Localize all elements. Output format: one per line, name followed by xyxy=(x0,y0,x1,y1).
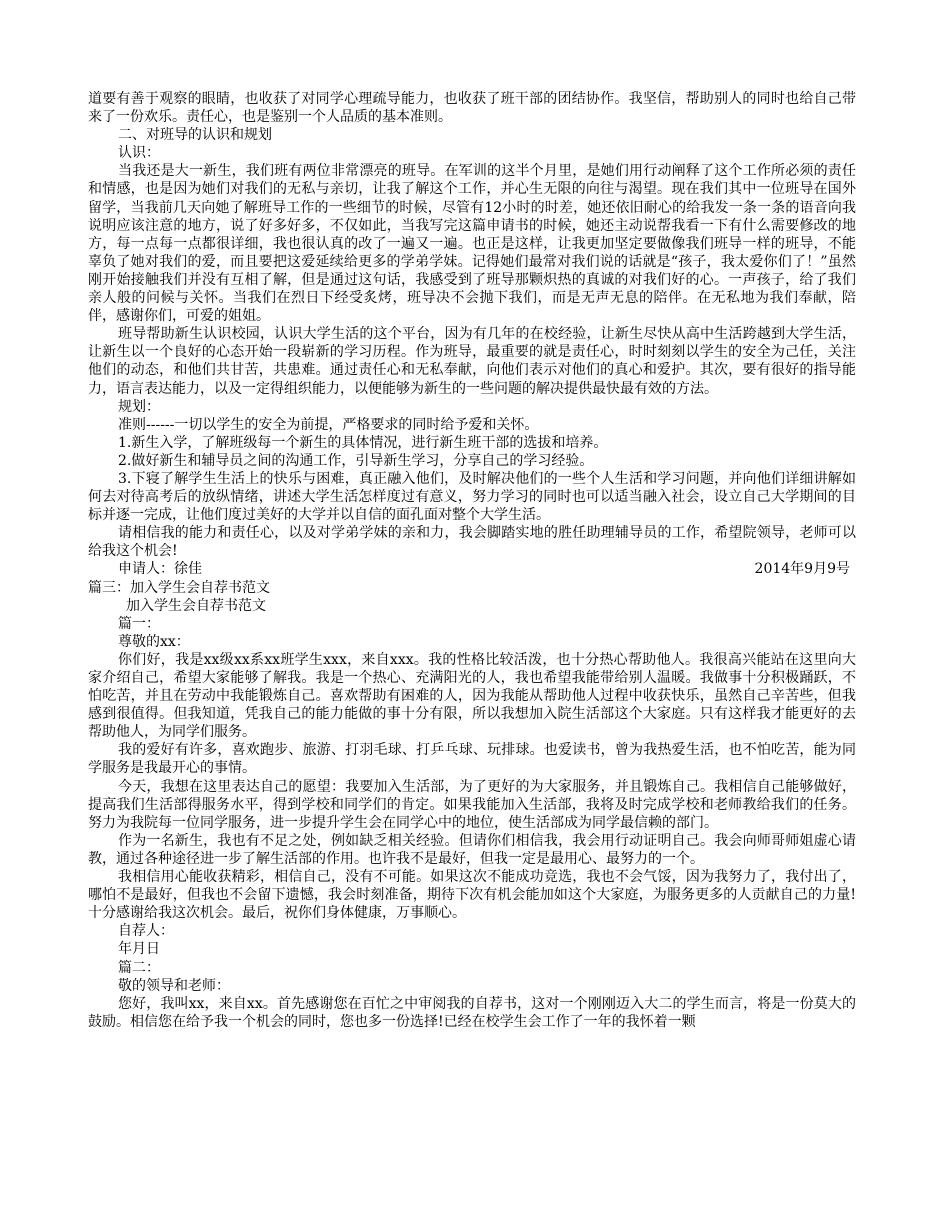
part1-label: 篇一： xyxy=(118,615,160,632)
plan-label: 规划： xyxy=(118,398,160,415)
salutation-1: 尊敬的xx： xyxy=(118,633,190,650)
letter2-paragraph: 您好，我叫xx，来自xx。首先感谢您在百忙之中审阅我的自荐书，这对一个刚刚迈入大二的学生而言，将是一份莫大的鼓励。相信您在给予我一个机会的同时，您也多一份选择!已经在校学生会工作了一年的我怀着一颗 xyxy=(88,995,856,1030)
letter1-paragraph: 我相信用心能收获精彩，相信自己，没有不可能。如果这次不能成功竞选，我也不会气馁，因为我努力了，我付出了，哪怕不是最好，但我也不会留下遗憾，我会时刻准备，期待下次有机会能加如这个大家庭，为服务更多的人贡献自己的力量!十分感谢给我这次机会。最后，祝你们身体健康，万事顺心。 xyxy=(88,869,856,922)
date-placeholder: 年月日 xyxy=(118,941,160,958)
signature-line xyxy=(88,560,856,578)
applicant-name: 申请人：徐佳 xyxy=(118,561,202,578)
letter1-paragraph: 你们好，我是xx级xx系xx班学生xxx，来自xxx。我的性格比较活泼，也十分热心帮助他人。我很高兴能站在这里向大家介绍自己，希望大家能够了解我。我是一个热心、充满阳光的人，我也希望我能带给别人温暖。我做事十分积极踊跃，不怕吃苦，并且在劳动中我能锻炼自己。喜欢帮助有困难的人，因为我能从帮助他人过程中收获快乐，虽然自己辛苦些，但我感到很值得。但我知道，凭我自己的能力能做的事十分有限，所以我想加入院生活部这个大家庭。只有这样我才能更好的去帮助他人，为同学们服务。 xyxy=(88,651,856,741)
paragraph-cognition-2: 班导帮助新生认识校园，认识大学生活的这个平台，因为有几年的在校经验，让新生尽快从高中生活跨越到大学生活，让新生以一个良好的心态开始一段崭新的学习历程。作为班导，最重要的就是责任心，时时刻刻以学生的安全为己任，关注他们的动态，和他们共甘苦，共患难。通过责任心和无私奉献，向他们表示对他们的真心和爱护。其次，要有很好的指导能力，语言表达能力，以及一定得组织能力，以便能够为新生的一些问题的解决提供最快最有效的方法。 xyxy=(88,326,856,397)
paragraph-cognition-1: 当我还是大一新生，我们班有两位非常漂亮的班导。在军训的这半个月里，是她们用行动阐释了这个工作所必须的责任和情感，也是因为她们对我们的无私与亲切，让我了解这个工作，并心生无限的向往与渴望。现在我们其中一位班导在国外留学，当我前几天向她了解班导工作的一些细节的时候，尽管有12小时的时差，她还依旧耐心的给我发一条一条的语音向我说明应该注意的地方，说了好多好多，不仅如此，当我写完这篇申请书的时候，她还主动说帮我看一下有什么需要修改的地方，每一点每一点都很详细，我也很认真的改了一遍又一遍。也正是这样，让我更加坚定要做像我们班导一样的班导，不能辜负了她对我们的爱，而且要把这爱延续给更多的学弟学妹。记得她们最常对我们说的话就是“孩子，我太爱你们了！”虽然刚开始接触我们并没有互相了解，但是通过这句话，我感受到了班导那颗炽热的真诚的对我们好的心。一声孩子，给了我们亲人般的问候与关怀。当我们在烈日下经受炙烤，班导决不会抛下我们，而是无声无息的陪伴。在无私地为我们奉献，陪伴，感谢你们，可爱的姐姐。 xyxy=(88,163,856,325)
paragraph-closing: 请相信我的能力和责任心，以及对学弟学妹的亲和力，我会脚踏实地的胜任助理辅导员的工作，希望院领导，老师可以给我这个机会! xyxy=(88,525,856,560)
section-heading-class-guide: 二、对班导的认识和规划 xyxy=(118,127,272,144)
part3-heading: 篇三：加入学生会自荐书范文 xyxy=(88,579,270,596)
paragraph-intro: 道要有善于观察的眼睛，也收获了对同学心理疏导能力，也收获了班干部的团结协作。我坚信，帮助别人的同时也给自己带来了一份欢乐。责任心，也是鉴别一个人品质的基本准则。 xyxy=(88,91,856,126)
plan-item: 1.新生入学，了解班级每一个新生的具体情况，进行新生班干部的选拔和培养。 xyxy=(118,434,608,451)
letter1-paragraph: 作为一名新生，我也有不足之处，例如缺乏相关经验。但请你们相信我，我会用行动证明自己。我会向师哥师姐虚心请教，通过各种途径进一步了解生活部的作用。也许我不是最好，但我一定是最用心、最努力的一个。 xyxy=(88,832,856,867)
document-body xyxy=(88,90,856,1031)
plan-item: 3.下寝了解学生生活上的快乐与困难，真正融入他们，及时解决他们的一些个人生活和学习问题，并向他们详细讲解如何去对待高考后的放纵情绪，讲述大学生活怎样度过有意义，努力学习的同时也可以适当融入社会，设立自己大学期间的目标并逐一完成，让他们度过美好的大学并以自信的面孔面对整个大学生活。 xyxy=(88,470,856,524)
letter1-paragraph: 我的爱好有许多，喜欢跑步、旅游、打羽毛球、打乒乓球、玩排球。也爱读书，曾为我热爱生活，也不怕吃苦，能为同学服务是我最开心的事情。 xyxy=(88,742,856,777)
part3-subtitle: 加入学生会自荐书范文 xyxy=(126,597,266,614)
self-recommender-label: 自荐人： xyxy=(118,923,174,940)
application-date: 2014年9月9号 xyxy=(754,561,850,578)
cognition-label: 认识： xyxy=(118,145,160,162)
plan-item: 2.做好新生和辅导员之间的沟通工作，引导新生学习，分享自己的学习经验。 xyxy=(118,452,594,469)
plan-principle: 准则------一切以学生的安全为前提，严格要求的同时给予爱和关怀。 xyxy=(118,416,539,433)
part2-label: 篇二： xyxy=(118,959,160,976)
letter1-paragraph: 今天，我想在这里表达自己的愿望：我要加入生活部，为了更好的为大家服务，并且锻炼自己。我相信自己能够做好，提高我们生活部得服务水平，得到学校和同学们的肯定。如果我能加入生活部，我将及时完成学校和老师教给我们的任务。努力为我院每一位同学服务，进一步提升学生会在同学心中的地位，使生活部成为同学最信赖的部门。 xyxy=(88,778,856,831)
salutation-2: 敬的领导和老师： xyxy=(118,977,230,994)
